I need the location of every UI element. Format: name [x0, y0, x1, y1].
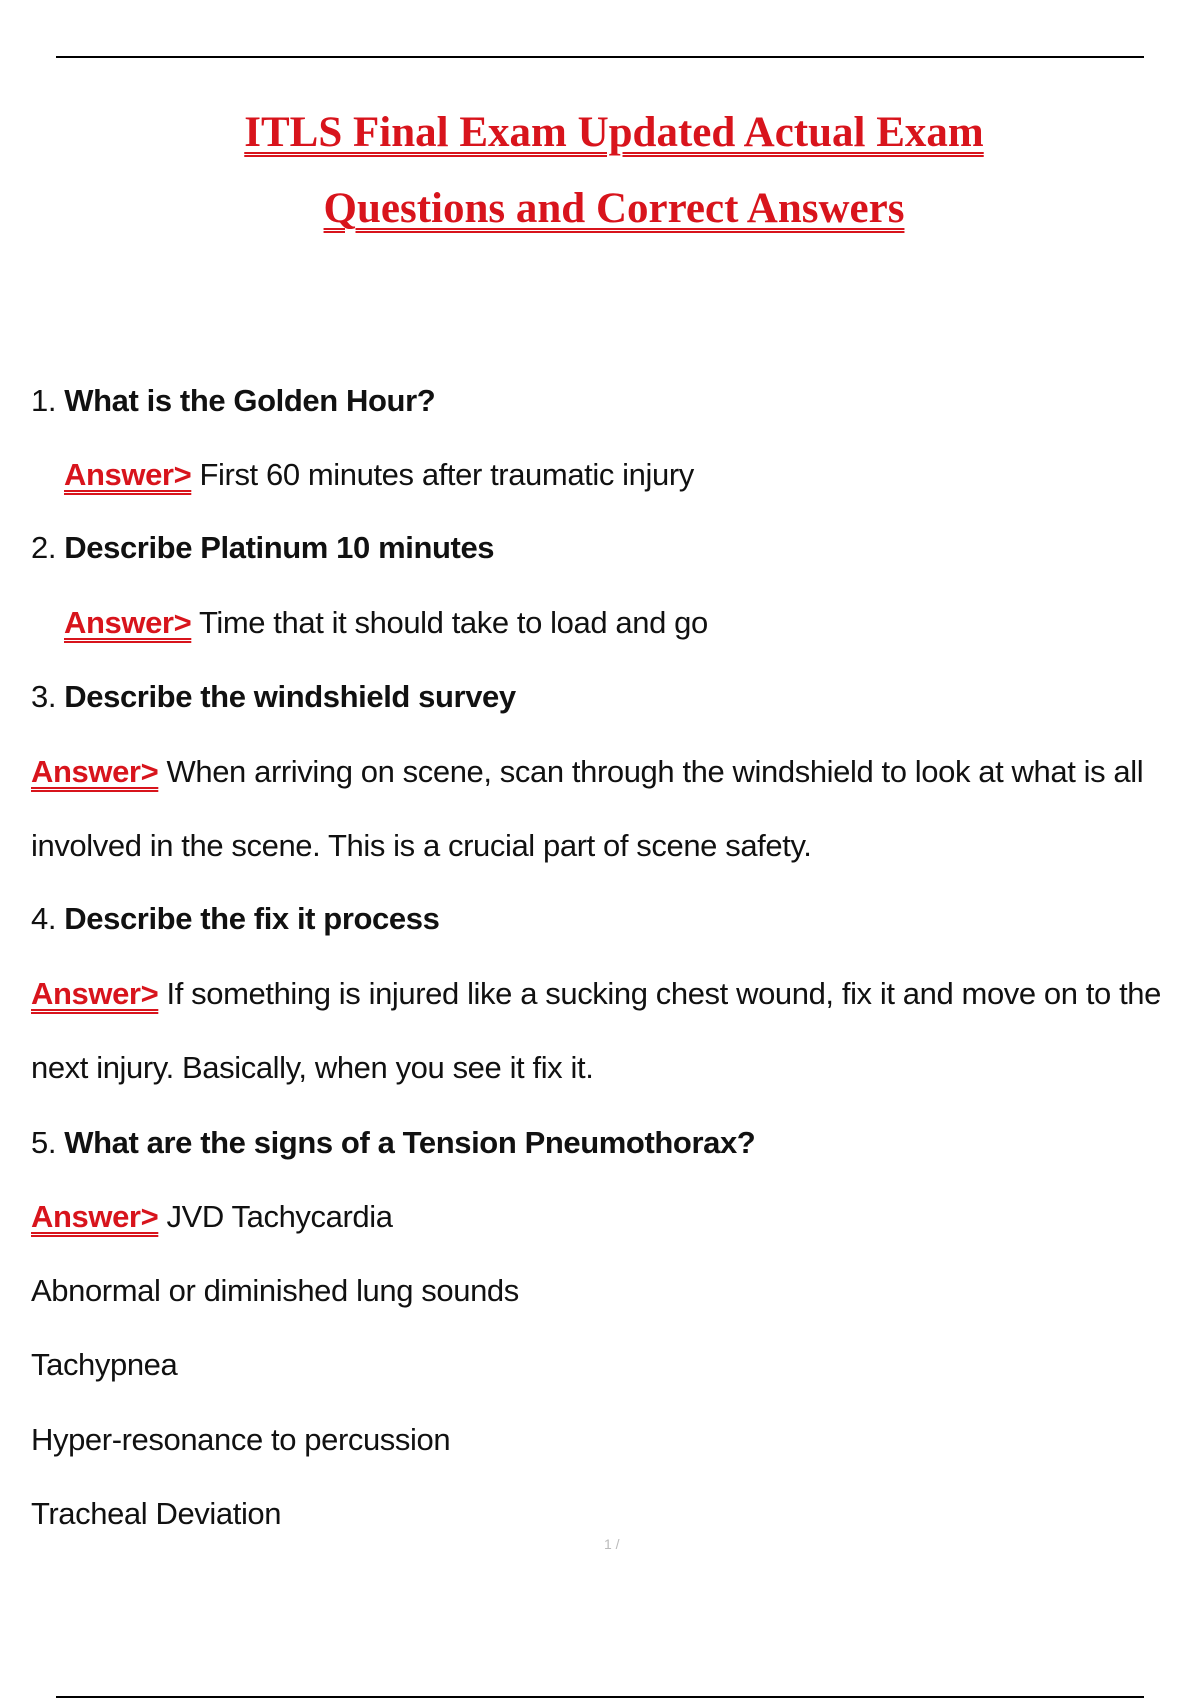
- question-text: Describe the fix it process: [64, 901, 440, 936]
- answer-label: Answer>: [31, 754, 159, 789]
- answer-text: First 60 minutes after traumatic injury: [199, 457, 694, 492]
- answer-text: If something is injured like a sucking chest wound, fix it and move on to the: [166, 976, 1161, 1011]
- bottom-rule: [56, 1696, 1144, 1698]
- answer-4: [31, 974, 1161, 1014]
- answer-5-line-5: Tracheal Deviation: [31, 1496, 282, 1531]
- question-4: [31, 899, 439, 939]
- question-number: 2.: [31, 530, 57, 565]
- question-number: 4.: [31, 901, 57, 936]
- answer-3: [31, 752, 1143, 792]
- document-title-line-1: ITLS Final Exam Updated Actual Exam: [244, 109, 984, 156]
- question-text: Describe Platinum 10 minutes: [64, 530, 495, 565]
- answer-label: Answer>: [31, 976, 159, 1011]
- question-text: What are the signs of a Tension Pneumothorax?: [64, 1125, 756, 1160]
- answer-1: [64, 455, 694, 495]
- answer-text: When arriving on scene, scan through the windshield to look at what is all: [166, 754, 1144, 789]
- top-rule: [56, 56, 1144, 58]
- question-number: 1.: [31, 383, 57, 418]
- question-1: [31, 381, 435, 421]
- answer-5-line-2: Abnormal or diminished lung sounds: [31, 1273, 519, 1308]
- answer-5-line-4: Hyper-resonance to percussion: [31, 1422, 451, 1457]
- question-5: [31, 1123, 755, 1163]
- answer-5: [31, 1197, 393, 1237]
- answer-5-line-3: Tachypnea: [31, 1347, 178, 1382]
- question-2: [31, 528, 494, 568]
- question-text: Describe the windshield survey: [64, 679, 516, 714]
- answer-text: JVD Tachycardia: [166, 1199, 393, 1234]
- question-text: What is the Golden Hour?: [64, 383, 436, 418]
- answer-text: Time that it should take to load and go: [198, 605, 708, 640]
- question-number: 3.: [31, 679, 57, 714]
- answer-2: [64, 603, 708, 643]
- answer-label: Answer>: [64, 457, 192, 492]
- answer-3-continued: involved in the scene. This is a crucial part of scene safety.: [31, 828, 812, 863]
- document-title-line-2: Questions and Correct Answers: [323, 185, 905, 232]
- question-number: 5.: [31, 1125, 57, 1160]
- answer-4-continued: next injury. Basically, when you see it fix it.: [31, 1050, 594, 1085]
- page-number-mark: 1 /: [604, 1536, 620, 1552]
- answer-label: Answer>: [64, 605, 192, 640]
- answer-label: Answer>: [31, 1199, 159, 1234]
- question-3: [31, 677, 516, 717]
